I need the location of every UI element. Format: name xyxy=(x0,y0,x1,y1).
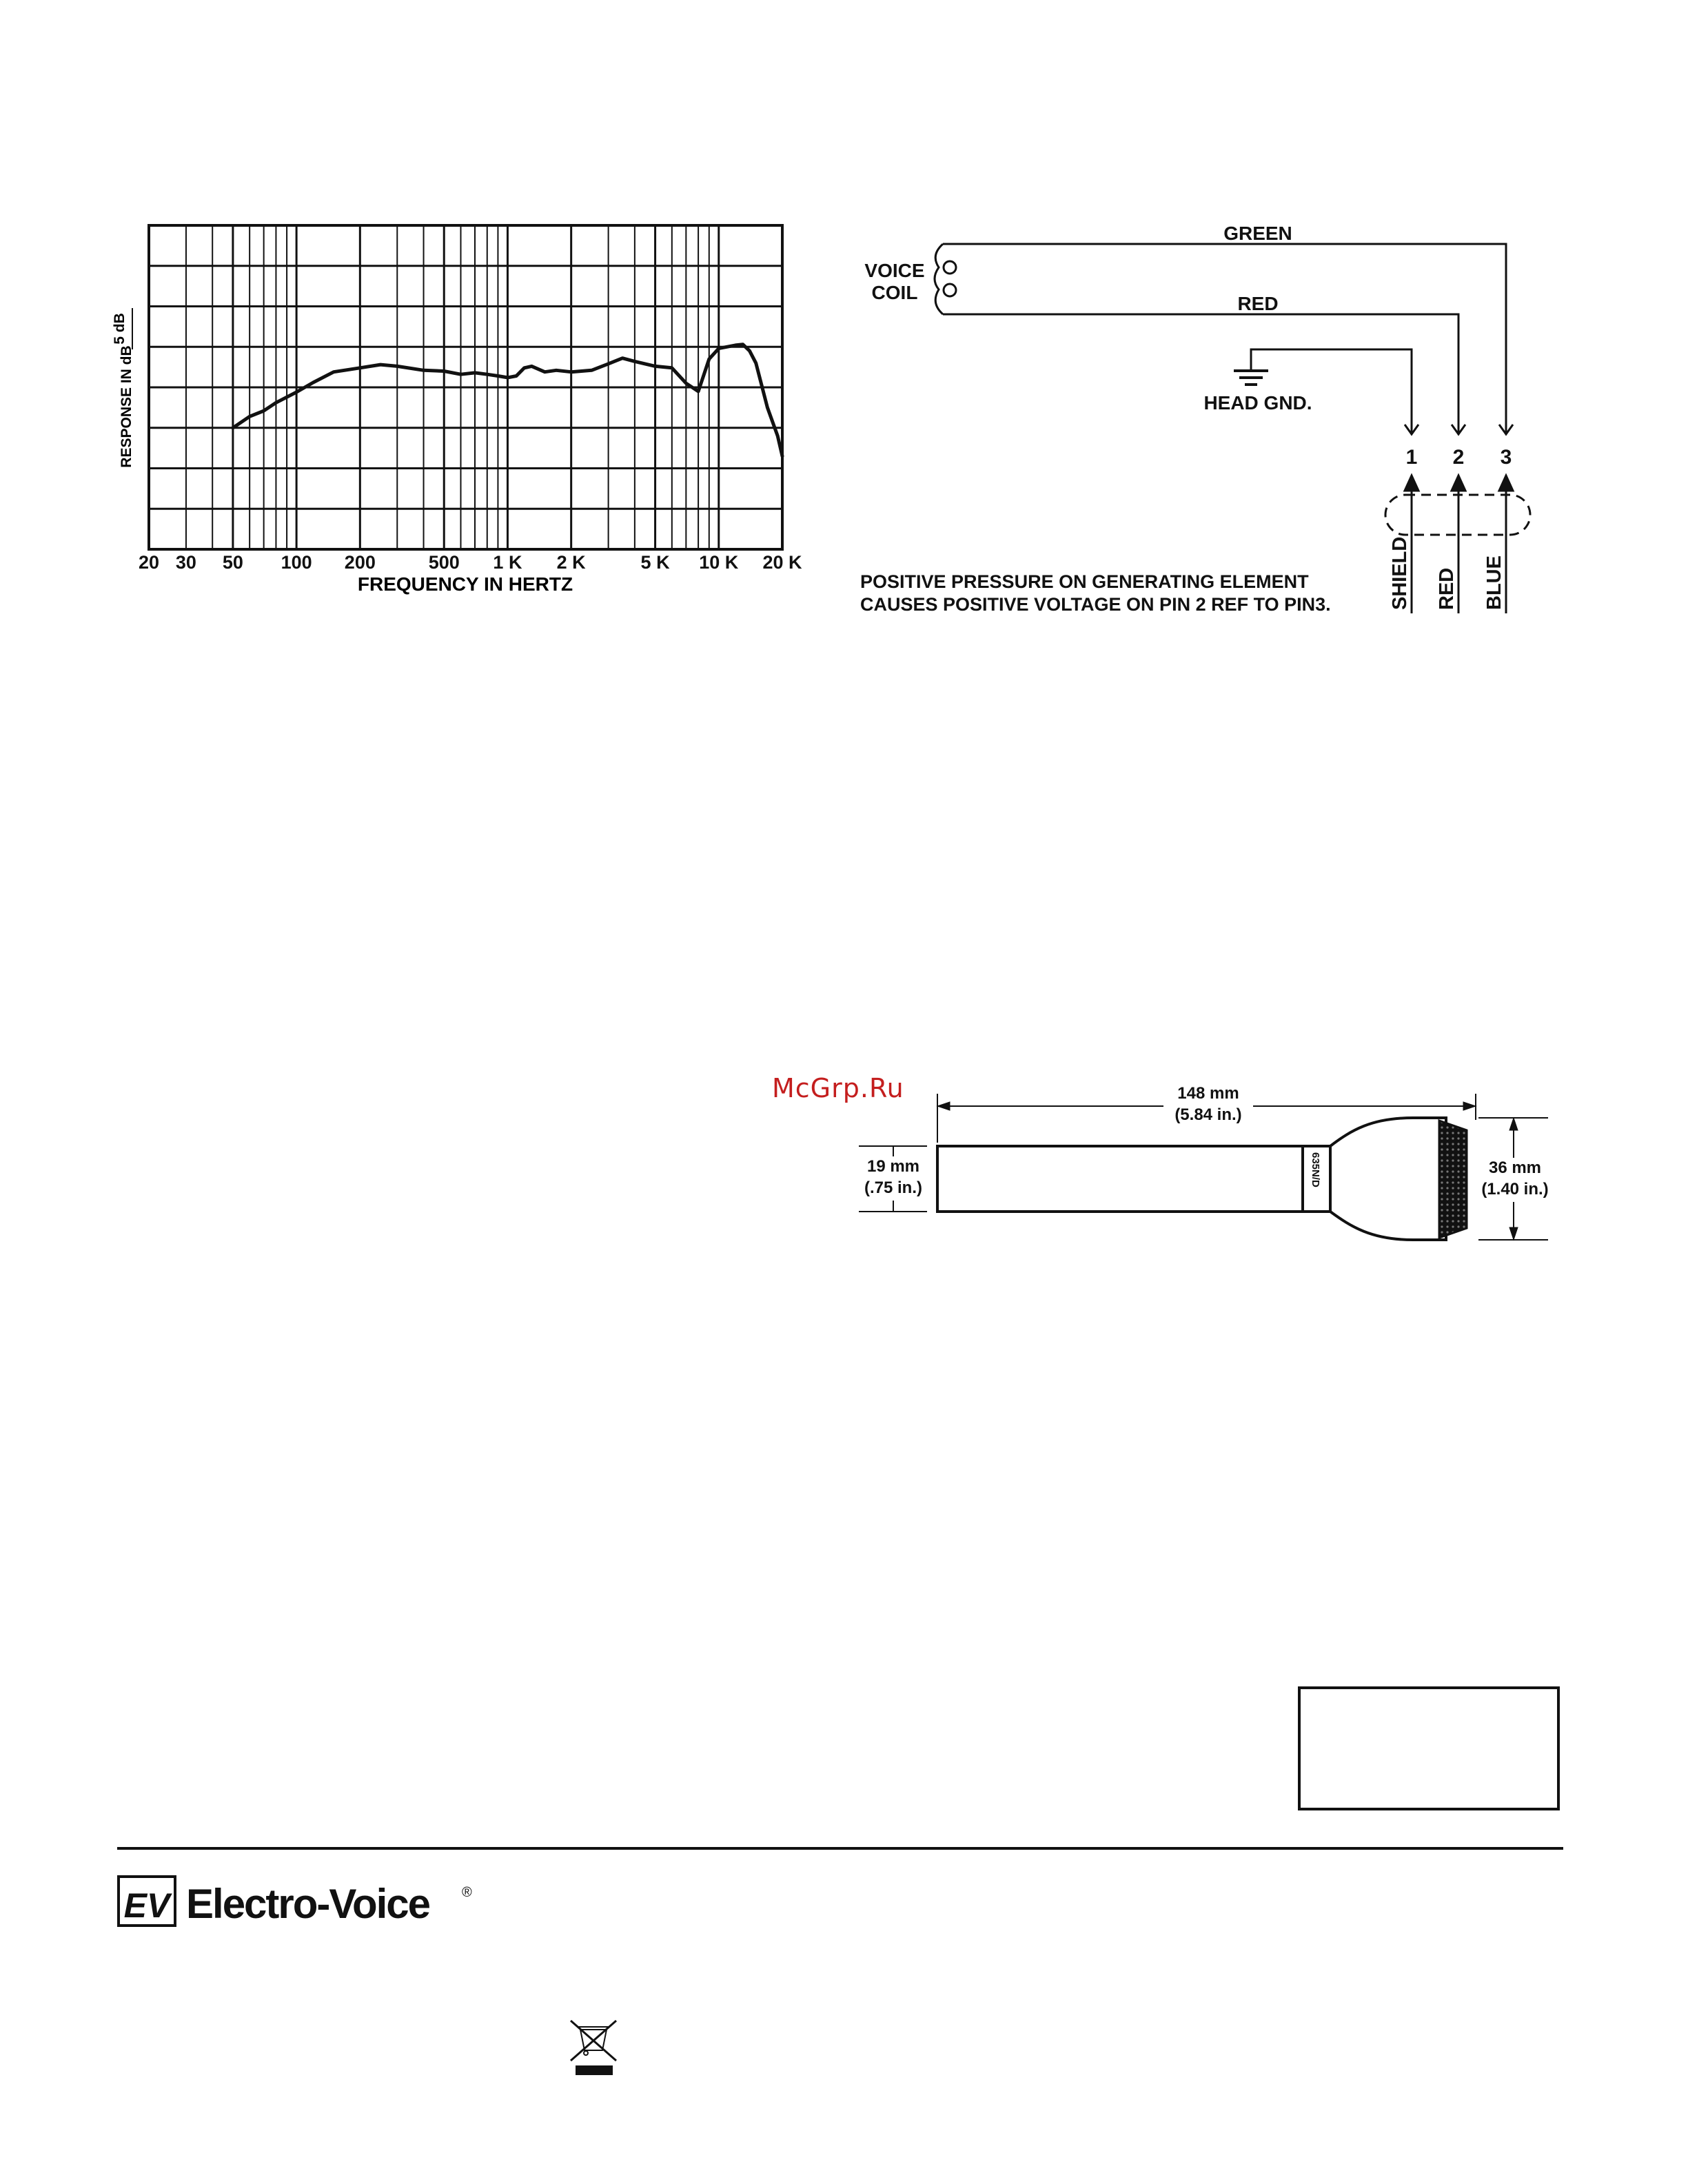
handle-body xyxy=(937,1146,1303,1212)
x-tick-labels xyxy=(139,552,802,573)
head-ground-wire xyxy=(1251,349,1412,433)
x-tick-label: 30 xyxy=(175,552,196,573)
pin-3-label: 3 xyxy=(1500,446,1512,469)
logo-mark: EV xyxy=(123,1886,170,1925)
red-wire xyxy=(943,314,1458,433)
x-tick-label: 500 xyxy=(428,552,460,573)
head-gnd-label: HEAD GND. xyxy=(1203,392,1312,414)
x-axis-label: FREQUENCY IN HERTZ xyxy=(357,573,573,595)
length-arrow-left xyxy=(937,1102,950,1110)
green-label: GREEN xyxy=(1223,223,1292,244)
x-tick-label: 50 xyxy=(222,552,243,573)
handle-in: (.75 in.) xyxy=(864,1178,923,1197)
registered-mark: ® xyxy=(462,1885,472,1900)
y-axis-label: RESPONSE IN dB xyxy=(119,345,134,468)
wiring-diagram xyxy=(935,244,1530,613)
length-mm: 148 mm xyxy=(1177,1084,1239,1103)
pin-2-label: 2 xyxy=(1452,446,1465,469)
watermark: McGrp.Ru xyxy=(772,1073,904,1103)
x-tick-label: 10 K xyxy=(699,552,739,573)
head-in: (1.40 in.) xyxy=(1481,1180,1549,1198)
frequency-response-chart xyxy=(112,225,802,595)
length-arrow-right xyxy=(1463,1102,1476,1110)
bin-wheel xyxy=(584,2051,588,2055)
x-tick-label: 1 K xyxy=(493,552,522,573)
voice-label: VOICE xyxy=(864,260,925,281)
weee-bin-icon xyxy=(571,2021,616,2074)
blue-wire-label: BLUE xyxy=(1483,555,1505,610)
grille-mesh xyxy=(1439,1121,1467,1238)
pin2-arrow xyxy=(1452,476,1465,491)
head-dim-arrow-bottom xyxy=(1509,1227,1518,1240)
info-box xyxy=(1299,1688,1558,1809)
red-label: RED xyxy=(1237,293,1279,314)
bin-bar xyxy=(576,2066,612,2074)
handle-mm: 19 mm xyxy=(866,1157,920,1176)
x-tick-label: 20 xyxy=(138,552,160,573)
pin1-arrow xyxy=(1405,476,1418,491)
polarity-note-line-2: CAUSES POSITIVE VOLTAGE ON PIN 2 REF TO PIN3. xyxy=(860,594,1331,615)
model-marking: 635N/D xyxy=(1310,1152,1321,1187)
x-tick-label: 20 K xyxy=(762,552,802,573)
pin-1-label: 1 xyxy=(1405,446,1418,469)
coil-label: COIL xyxy=(871,282,918,303)
x-tick-label: 2 K xyxy=(556,552,586,573)
coil-loop-upper xyxy=(944,261,956,274)
x-tick-label: 5 K xyxy=(640,552,670,573)
voice-coil-symbol xyxy=(935,244,943,314)
chart-grid xyxy=(149,225,782,549)
coil-loop-lower xyxy=(944,284,956,296)
brand-name: Electro-Voice xyxy=(186,1881,430,1927)
pin3-arrow xyxy=(1499,476,1513,491)
polarity-note-line-1: POSITIVE PRESSURE ON GENERATING ELEMENT xyxy=(860,571,1309,592)
head-shell xyxy=(1330,1118,1446,1240)
red-wire-label: RED xyxy=(1436,567,1458,610)
length-in: (5.84 in.) xyxy=(1175,1105,1242,1124)
x-tick-label: 200 xyxy=(344,552,376,573)
scale-label: 5 dB xyxy=(112,313,128,345)
head-mm: 36 mm xyxy=(1488,1159,1542,1177)
shield-wire-label: SHIELD xyxy=(1389,536,1411,610)
head-dim-arrow-top xyxy=(1509,1118,1518,1130)
x-tick-label: 100 xyxy=(281,552,312,573)
brand-logo xyxy=(119,1877,472,1927)
wiring-labels xyxy=(860,223,1512,615)
